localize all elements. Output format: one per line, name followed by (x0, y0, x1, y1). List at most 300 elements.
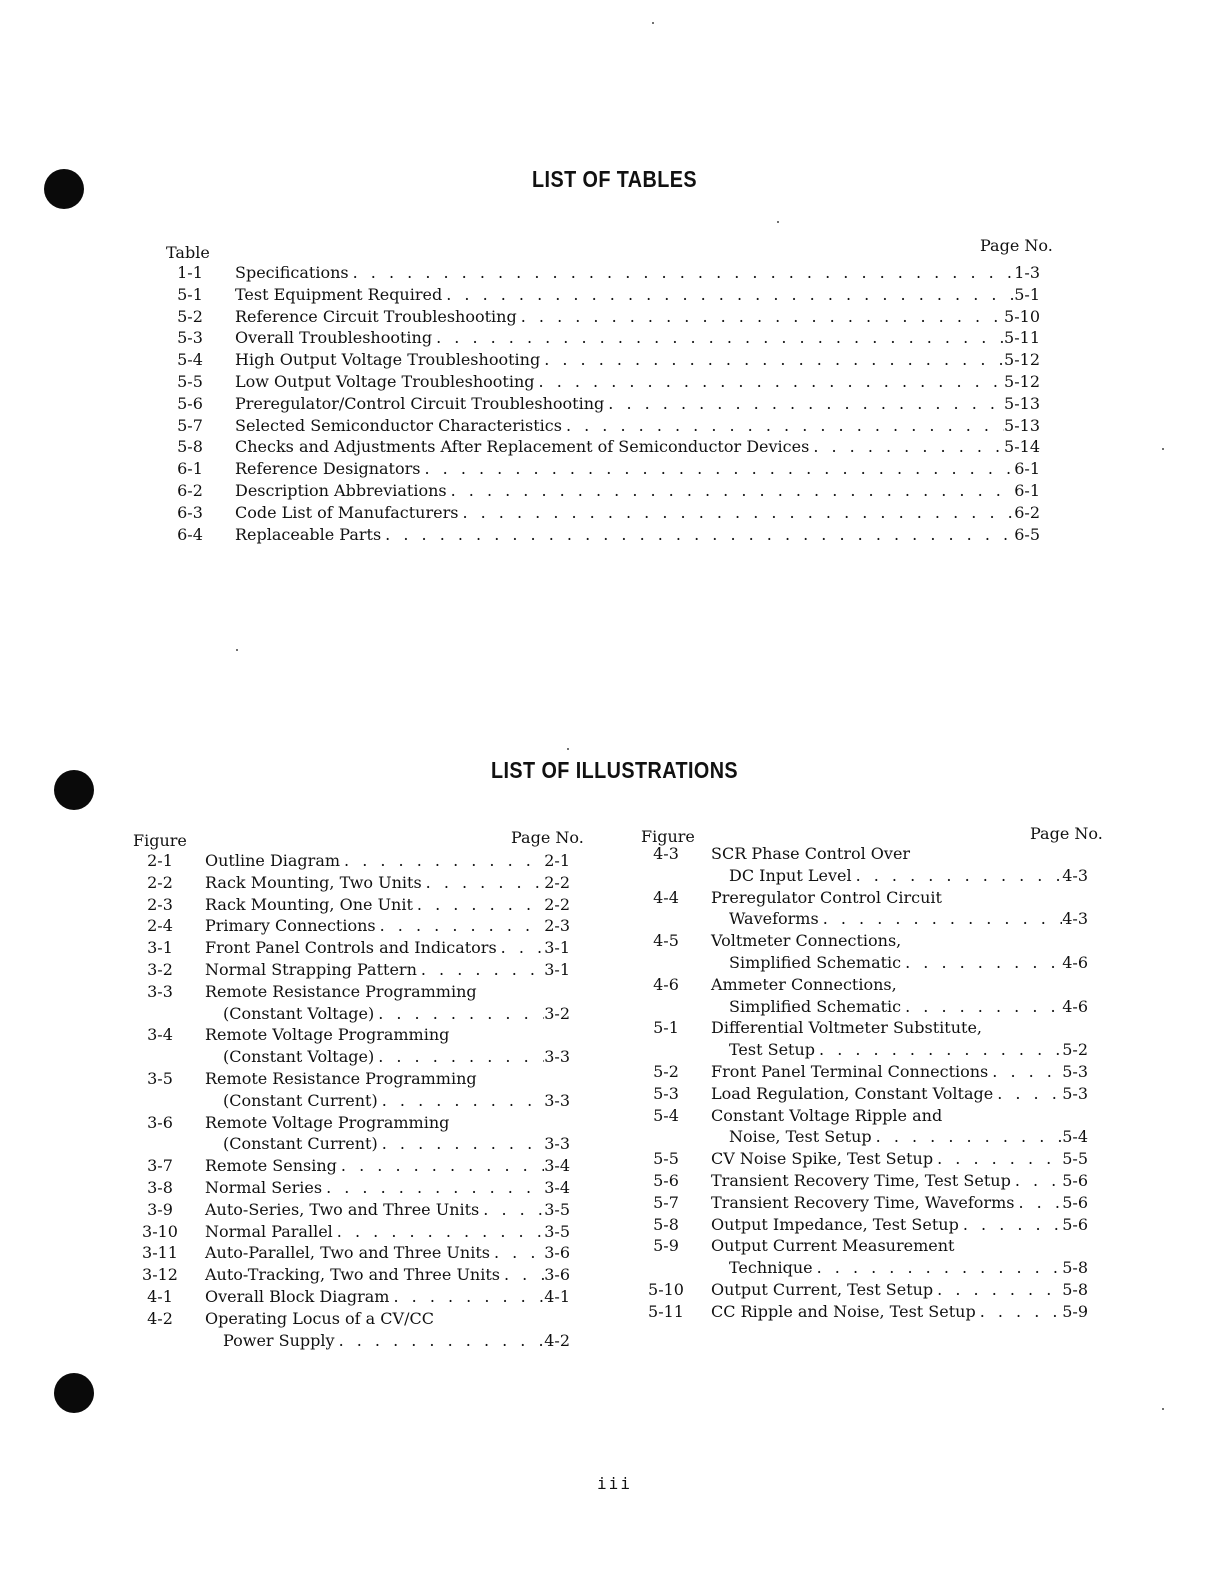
entry-page: 5-8 (1062, 1258, 1088, 1278)
entry-title (711, 1040, 1088, 1059)
entry-number: 4-4 (653, 887, 679, 907)
entry-page: 4-6 (1062, 996, 1088, 1016)
entry-page: 5-6 (1062, 1192, 1088, 1212)
dot-leader (378, 1134, 545, 1153)
entry-page: 4-6 (1062, 952, 1088, 972)
entry-title (235, 416, 1040, 435)
toc-entry (636, 975, 1088, 997)
toc-entry-continuation (130, 1134, 570, 1156)
dot-leader (933, 1280, 1062, 1299)
toc-entry (636, 931, 1088, 953)
toc-entry-continuation (130, 1004, 570, 1026)
entry-title (711, 1193, 1088, 1212)
scan-speck (236, 649, 238, 651)
entry-title (235, 459, 1040, 478)
toc-entry (130, 960, 570, 982)
dot-leader (540, 350, 1004, 369)
toc-entry (130, 1069, 570, 1091)
entry-title (205, 1025, 570, 1044)
entry-title (235, 394, 1040, 413)
entry-title-continued: (Constant Current) (223, 1134, 378, 1154)
entry-title (235, 285, 1040, 304)
entry-title (711, 1171, 1088, 1190)
entry-number: 5-3 (177, 328, 203, 348)
entry-title-continued: Simplified Schematic (729, 952, 902, 972)
entry-title-text: Primary Connections (205, 916, 376, 936)
entry-page: 3-6 (544, 1265, 570, 1285)
entry-title (205, 895, 570, 914)
entry-title-text: Outline Diagram (205, 851, 341, 870)
entry-number: 3-2 (147, 959, 173, 979)
entry-title (205, 1134, 570, 1153)
entry-page: 5-11 (1004, 328, 1040, 348)
entry-number: 5-4 (177, 350, 203, 370)
dot-leader (337, 1156, 544, 1175)
entry-title-text: Remote Voltage Programming (205, 1025, 450, 1045)
entry-title-text: Operating Locus of a CV/CC (205, 1308, 434, 1328)
entry-title (711, 844, 1088, 863)
tables-list (160, 263, 1040, 546)
entry-number: 5-2 (177, 306, 203, 326)
entry-page: 2-1 (544, 851, 570, 870)
entry-title (711, 975, 1088, 994)
entry-title-text: Auto-Series, Two and Three Units (205, 1199, 480, 1219)
dot-leader (378, 1091, 545, 1110)
dot-leader (422, 873, 545, 892)
entry-title-text: Specifications (235, 263, 349, 282)
entry-title (711, 909, 1088, 928)
entry-page: 5-9 (1062, 1301, 1088, 1321)
toc-entry (160, 307, 1040, 329)
entry-number: 4-1 (147, 1286, 173, 1306)
entry-title (711, 953, 1088, 972)
entry-title (235, 350, 1040, 369)
entry-title-continued: (Constant Voltage) (223, 1047, 375, 1067)
entry-number: 5-8 (653, 1214, 679, 1234)
toc-entry (636, 1302, 1088, 1324)
entry-page: 5-6 (1062, 1214, 1088, 1234)
entry-page: 2-2 (544, 894, 570, 914)
toc-entry (130, 1265, 570, 1287)
entry-title-text: High Output Voltage Troubleshooting (235, 350, 541, 370)
entry-title (711, 1149, 1088, 1168)
toc-entry (130, 1113, 570, 1135)
illustrations-left-page-label: Page No. (511, 828, 584, 847)
entry-title-text: Reference Designators (235, 459, 421, 479)
entry-title (711, 1127, 1088, 1146)
entry-page: 4-1 (544, 1286, 570, 1306)
entry-title-text: Remote Sensing (205, 1156, 337, 1176)
entry-title (235, 481, 1040, 500)
toc-entry (160, 525, 1040, 547)
entry-title-text: Overall Troubleshooting (235, 328, 433, 348)
toc-entry-continuation (636, 1127, 1088, 1149)
entry-number: 5-9 (653, 1236, 679, 1256)
entry-number: 3-11 (142, 1243, 178, 1263)
entry-number: 3-9 (147, 1199, 173, 1219)
dot-leader (322, 1178, 544, 1197)
entry-number: 2-3 (147, 894, 173, 914)
dot-leader (479, 1200, 544, 1219)
entry-number: 5-1 (177, 284, 203, 304)
toc-entry (636, 1171, 1088, 1193)
entry-title (235, 503, 1040, 522)
dot-leader (1011, 1171, 1062, 1190)
toc-entry-continuation (636, 1258, 1088, 1280)
entry-title (205, 1004, 570, 1023)
entry-page: 4-3 (1062, 865, 1088, 885)
dot-leader (959, 1215, 1062, 1234)
entry-number: 4-2 (147, 1308, 173, 1328)
entry-number: 3-4 (147, 1025, 173, 1045)
entry-page: 3-2 (544, 1003, 570, 1023)
toc-entry (160, 437, 1040, 459)
entry-title-text: Rack Mounting, One Unit (205, 894, 413, 914)
entry-title-text: Transient Recovery Time, Test Setup (711, 1170, 1011, 1190)
dot-leader (872, 1127, 1063, 1146)
toc-entry (636, 888, 1088, 910)
toc-entry (636, 1215, 1088, 1237)
dot-leader (381, 525, 1014, 544)
entry-title-text: Remote Resistance Programming (205, 981, 477, 1001)
dot-leader (497, 938, 545, 957)
dot-leader (374, 1004, 544, 1023)
entry-title (205, 873, 570, 892)
entry-page: 3-6 (544, 1243, 570, 1263)
entry-title-text: Normal Parallel (205, 1221, 333, 1241)
entry-title-continued: (Constant Current) (223, 1090, 378, 1110)
toc-entry (636, 1193, 1088, 1215)
illustrations-heading: LIST OF ILLUSTRATIONS (490, 757, 739, 783)
entry-title-continued: Power Supply (223, 1330, 335, 1350)
toc-entry (130, 851, 570, 873)
entry-number: 4-6 (653, 974, 679, 994)
entry-number: 3-3 (147, 981, 173, 1001)
dot-leader (535, 372, 1005, 391)
entry-number: 2-4 (147, 916, 173, 936)
dot-leader (562, 416, 1004, 435)
entry-page: 5-8 (1062, 1279, 1088, 1299)
entry-title-text: Overall Block Diagram (205, 1286, 390, 1306)
toc-entry (636, 1280, 1088, 1302)
entry-title (711, 931, 1088, 950)
entry-title-text: Reference Circuit Troubleshooting (235, 306, 517, 326)
entry-title (205, 982, 570, 1001)
entry-title (711, 1236, 1088, 1255)
dot-leader (815, 1040, 1062, 1059)
entry-number: 3-5 (147, 1068, 173, 1088)
entry-title (711, 1084, 1088, 1103)
entry-title (205, 1091, 570, 1110)
entry-title (205, 851, 570, 870)
toc-entry (130, 1156, 570, 1178)
toc-entry (160, 263, 1040, 285)
entry-title (235, 437, 1040, 456)
dot-leader (604, 394, 1004, 413)
entry-number: 5-3 (653, 1083, 679, 1103)
entry-page: 2-3 (544, 916, 570, 936)
entry-number: 3-1 (147, 938, 173, 958)
entry-page: 3-5 (544, 1221, 570, 1241)
entry-page: 4-3 (1062, 909, 1088, 929)
entry-page: 4-2 (544, 1330, 570, 1350)
dot-leader (349, 263, 1015, 282)
entry-title (711, 866, 1088, 885)
binder-hole (54, 1373, 94, 1413)
toc-entry-continuation (130, 1331, 570, 1353)
dot-leader (1014, 1193, 1062, 1212)
entry-page: 5-12 (1004, 350, 1040, 370)
entry-title-text: Rack Mounting, Two Units (205, 872, 422, 892)
toc-entry (130, 1243, 570, 1265)
toc-entry (636, 844, 1088, 866)
toc-entry (160, 459, 1040, 481)
toc-entry-continuation (636, 909, 1088, 931)
entry-title (205, 1222, 570, 1241)
dot-leader (933, 1149, 1062, 1168)
entry-title-text: Preregulator Control Circuit (711, 887, 942, 907)
entry-title-text: Selected Semiconductor Characteristics (235, 415, 562, 435)
entry-number: 3-12 (142, 1265, 178, 1285)
toc-entry (130, 916, 570, 938)
dot-leader (413, 895, 544, 914)
entry-title-continued: Waveforms (729, 909, 819, 929)
entry-number: 5-7 (653, 1192, 679, 1212)
illustrations-right-list (636, 844, 1088, 1324)
entry-number: 5-10 (648, 1279, 684, 1299)
entry-page: 3-4 (544, 1177, 570, 1197)
toc-entry (130, 1222, 570, 1244)
tables-page-label: Page No. (980, 236, 1053, 255)
entry-title (711, 1302, 1088, 1321)
dot-leader (458, 503, 1014, 522)
entry-page: 5-3 (1062, 1061, 1088, 1081)
entry-page: 6-2 (1014, 502, 1040, 522)
toc-entry (130, 1200, 570, 1222)
entry-title-continued: Simplified Schematic (729, 996, 902, 1016)
dot-leader (813, 1258, 1063, 1277)
dot-leader (490, 1243, 544, 1262)
entry-number: 5-6 (653, 1170, 679, 1190)
toc-entry (130, 1309, 570, 1331)
entry-page: 2-2 (544, 872, 570, 892)
entry-number: 6-2 (177, 480, 203, 500)
entry-page: 3-3 (544, 1134, 570, 1154)
toc-entry (636, 1106, 1088, 1128)
entry-title (205, 1331, 570, 1350)
entry-title (711, 1106, 1088, 1125)
dot-leader (333, 1222, 544, 1241)
entry-number: 5-7 (177, 415, 203, 435)
dot-leader (432, 328, 1004, 347)
dot-leader (340, 851, 544, 870)
toc-entry (636, 1084, 1088, 1106)
entry-title-continued: Noise, Test Setup (729, 1127, 872, 1147)
entry-page: 5-5 (1062, 1149, 1088, 1169)
entry-page: 1-3 (1014, 263, 1040, 282)
toc-entry-continuation (636, 997, 1088, 1019)
toc-entry-continuation (636, 953, 1088, 975)
scan-speck (777, 221, 779, 223)
entry-page: 3-1 (544, 959, 570, 979)
entry-number: 2-1 (147, 851, 173, 870)
entry-title (205, 1113, 570, 1132)
entry-title (205, 1287, 570, 1306)
toc-entry (160, 328, 1040, 350)
toc-entry (160, 481, 1040, 503)
illustrations-right-page-label: Page No. (1030, 824, 1103, 843)
dot-leader (417, 960, 544, 979)
dot-leader (500, 1265, 544, 1284)
dot-leader (442, 285, 1014, 304)
entry-page: 5-10 (1004, 306, 1040, 326)
entry-title (235, 372, 1040, 391)
toc-entry (130, 938, 570, 960)
entry-number: 4-5 (653, 931, 679, 951)
dot-leader (447, 481, 1015, 500)
entry-title (235, 263, 1040, 282)
entry-title-continued: Technique (729, 1258, 813, 1278)
entry-page: 5-6 (1062, 1170, 1088, 1190)
illustrations-left-col-label: Figure (133, 831, 187, 850)
entry-title-text: Front Panel Terminal Connections (711, 1061, 989, 1081)
entry-title (205, 1047, 570, 1066)
dot-leader (993, 1084, 1062, 1103)
entry-title (205, 1265, 570, 1284)
entry-title-text: CV Noise Spike, Test Setup (711, 1149, 934, 1169)
entry-title-continued: DC Input Level (729, 865, 852, 885)
entry-number: 5-5 (653, 1149, 679, 1169)
entry-number: 3-8 (147, 1177, 173, 1197)
toc-entry (160, 394, 1040, 416)
scan-speck (1162, 448, 1164, 450)
toc-entry-continuation (636, 1040, 1088, 1062)
entry-title (711, 1280, 1088, 1299)
dot-leader (517, 307, 1004, 326)
entry-number: 1-1 (177, 263, 203, 282)
entry-title-text: Auto-Parallel, Two and Three Units (205, 1243, 490, 1263)
entry-title-text: Normal Series (205, 1177, 323, 1197)
toc-entry (130, 1178, 570, 1200)
toc-entry (636, 1018, 1088, 1040)
entry-title (205, 916, 570, 935)
entry-title-text: Ammeter Connections, (711, 974, 897, 994)
entry-page: 5-2 (1062, 1040, 1088, 1060)
entry-page: 3-3 (544, 1090, 570, 1110)
entry-title-text: Remote Voltage Programming (205, 1112, 450, 1132)
entry-page: 5-13 (1004, 393, 1040, 413)
toc-entry (130, 873, 570, 895)
entry-number: 3-10 (142, 1221, 178, 1241)
entry-title-text: Load Regulation, Constant Voltage (711, 1083, 994, 1103)
entry-page: 6-1 (1014, 459, 1040, 479)
scan-speck (1162, 1408, 1164, 1410)
toc-entry (160, 416, 1040, 438)
toc-entry (130, 982, 570, 1004)
toc-entry (636, 1062, 1088, 1084)
entry-title-text: Auto-Tracking, Two and Three Units (205, 1265, 500, 1285)
illustrations-left-list (130, 851, 570, 1352)
entry-page: 5-12 (1004, 371, 1040, 391)
toc-entry-continuation (130, 1047, 570, 1069)
entry-page: 3-1 (544, 938, 570, 958)
entry-title (205, 1200, 570, 1219)
entry-page: 6-5 (1014, 524, 1040, 544)
entry-number: 6-4 (177, 524, 203, 544)
tables-col-label: Table (166, 243, 210, 262)
dot-leader (901, 997, 1062, 1016)
entry-title-text: Normal Strapping Pattern (205, 959, 417, 979)
entry-title (205, 938, 570, 957)
toc-entry (130, 895, 570, 917)
entry-title-text: Output Current, Test Setup (711, 1279, 934, 1299)
entry-title-text: Remote Resistance Programming (205, 1068, 477, 1088)
entry-title-text: Output Impedance, Test Setup (711, 1214, 959, 1234)
entry-title-continued: (Constant Voltage) (223, 1003, 375, 1023)
entry-page: 3-3 (544, 1047, 570, 1067)
entry-title (711, 1062, 1088, 1081)
entry-title-text: SCR Phase Control Over (711, 844, 911, 863)
entry-number: 5-5 (177, 371, 203, 391)
scan-speck (652, 22, 654, 24)
entry-title-text: Front Panel Controls and Indicators (205, 938, 497, 958)
entry-title (205, 1069, 570, 1088)
dot-leader (374, 1047, 544, 1066)
entry-number: 5-4 (653, 1105, 679, 1125)
dot-leader (376, 916, 545, 935)
entry-page: 5-3 (1062, 1083, 1088, 1103)
toc-entry (160, 350, 1040, 372)
dot-leader (335, 1331, 545, 1350)
toc-entry (160, 372, 1040, 394)
dot-leader (420, 459, 1014, 478)
toc-entry (160, 503, 1040, 525)
toc-entry (636, 1236, 1088, 1258)
entry-page: 3-5 (544, 1199, 570, 1219)
entry-page: 6-1 (1014, 480, 1040, 500)
binder-hole (44, 169, 84, 209)
entry-title (711, 888, 1088, 907)
entry-title-continued: Test Setup (729, 1040, 816, 1060)
toc-entry (130, 1025, 570, 1047)
entry-page: 5-4 (1062, 1127, 1088, 1147)
entry-title-text: Voltmeter Connections, (711, 931, 902, 951)
entry-title (205, 1178, 570, 1197)
entry-title-text: Checks and Adjustments After Replacement of Semiconductor Devices (235, 437, 810, 457)
entry-page: 5-14 (1004, 437, 1040, 457)
entry-page: 5-13 (1004, 415, 1040, 435)
entry-number: 2-2 (147, 872, 173, 892)
entry-title-text: Low Output Voltage Troubleshooting (235, 371, 535, 391)
entry-title (235, 525, 1040, 544)
entry-title-text: Code List of Manufacturers (235, 502, 459, 522)
entry-title-text: Preregulator/Control Circuit Troubleshooting (235, 393, 605, 413)
entry-number: 5-8 (177, 437, 203, 457)
toc-entry-continuation (130, 1091, 570, 1113)
entry-title-text: Test Equipment Required (235, 284, 443, 304)
toc-entry (130, 1287, 570, 1309)
entry-title (711, 1258, 1088, 1277)
dot-leader (976, 1302, 1063, 1321)
toc-entry (636, 1149, 1088, 1171)
entry-number: 5-2 (653, 1061, 679, 1081)
entry-number: 3-6 (147, 1112, 173, 1132)
entry-title (711, 1215, 1088, 1234)
illustrations-right-col-label: Figure (641, 827, 695, 846)
entry-title-text: Constant Voltage Ripple and (711, 1105, 943, 1125)
entry-title-text: Differential Voltmeter Substitute, (711, 1018, 983, 1038)
entry-number: 6-1 (177, 459, 203, 479)
